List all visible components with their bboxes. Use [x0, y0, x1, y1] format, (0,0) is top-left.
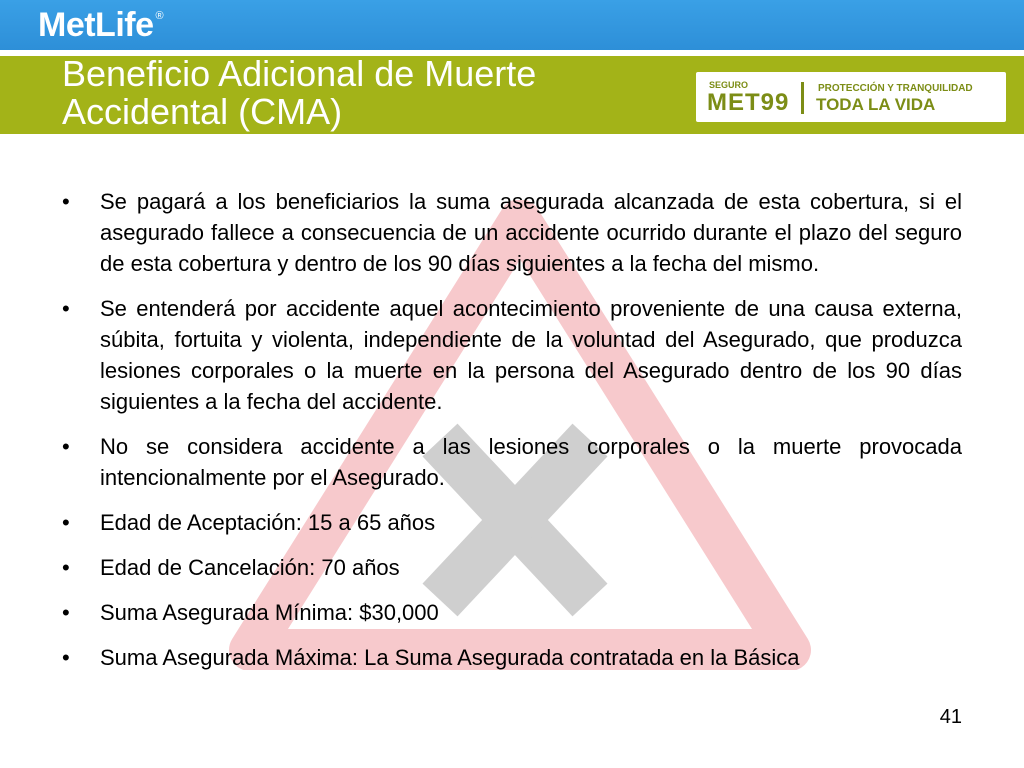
bullet-text: Edad de Cancelación: 70 años: [100, 555, 400, 580]
bullet-dot: •: [62, 600, 70, 625]
bullet-item: [62, 507, 962, 538]
page-number: 41: [939, 706, 962, 728]
bullet-text: Suma Asegurada Mínima: $30,000: [100, 600, 439, 625]
brand-met99: MET99: [707, 89, 790, 116]
bullet-text: Suma Asegurada Máxima: La Suma Asegurada contratada en la Básica: [100, 645, 800, 670]
brand-tagline-main: TODA LA VIDA: [816, 95, 936, 114]
bullet-item: [62, 293, 962, 417]
bullet-text: Edad de Aceptación: 15 a 65 años: [100, 510, 436, 535]
bullet-dot: •: [62, 510, 70, 535]
bullet-text: No se considera accidente a las lesiones corporales o la muerte provocada intencionalmente por el Asegurado.: [100, 434, 962, 490]
header-blue-bar: [0, 0, 1024, 50]
bullet-dot: •: [62, 189, 70, 214]
bullet-dot: •: [62, 296, 70, 321]
bullet-item: [62, 597, 962, 628]
bullet-dot: •: [62, 645, 70, 670]
bullet-item: [62, 642, 962, 673]
bullet-text: Se entenderá por accidente aquel acontecimiento proveniente de una causa externa, súbita, fortuita y violenta, independiente de la voluntad del Asegurado, que produzca lesiones corporales o la muerte en la persona del Asegurado dentro de los 90 días siguientes a la fecha del accidente.: [100, 296, 962, 414]
registered-mark: ®: [155, 10, 164, 22]
brand-seguro: SEGURO: [709, 80, 749, 90]
bullet-dot: •: [62, 555, 70, 580]
bullet-text: Se pagará a los beneficiarios la suma asegurada alcanzada de esta cobertura, si el asegurado fallece a consecuencia de un accidente ocurrido durante el plazo del seguro de esta cobertura y dentro de los 90 días siguientes a la fecha del mismo.: [100, 189, 962, 276]
metlife-logo: MetLife ®: [38, 6, 164, 44]
brand-tagline-top: PROTECCIÓN Y TRANQUILIDAD: [818, 83, 973, 94]
bullet-item: [62, 552, 962, 583]
seguro-met99-brand: [696, 72, 1006, 122]
bullet-list: [62, 186, 962, 687]
bullet-item: [62, 431, 962, 493]
bullet-dot: •: [62, 434, 70, 459]
bullet-item: [62, 186, 962, 279]
slide-title: Beneficio Adicional de Muerte Accidental (CMA): [62, 53, 537, 132]
brand-separator: [801, 82, 804, 114]
